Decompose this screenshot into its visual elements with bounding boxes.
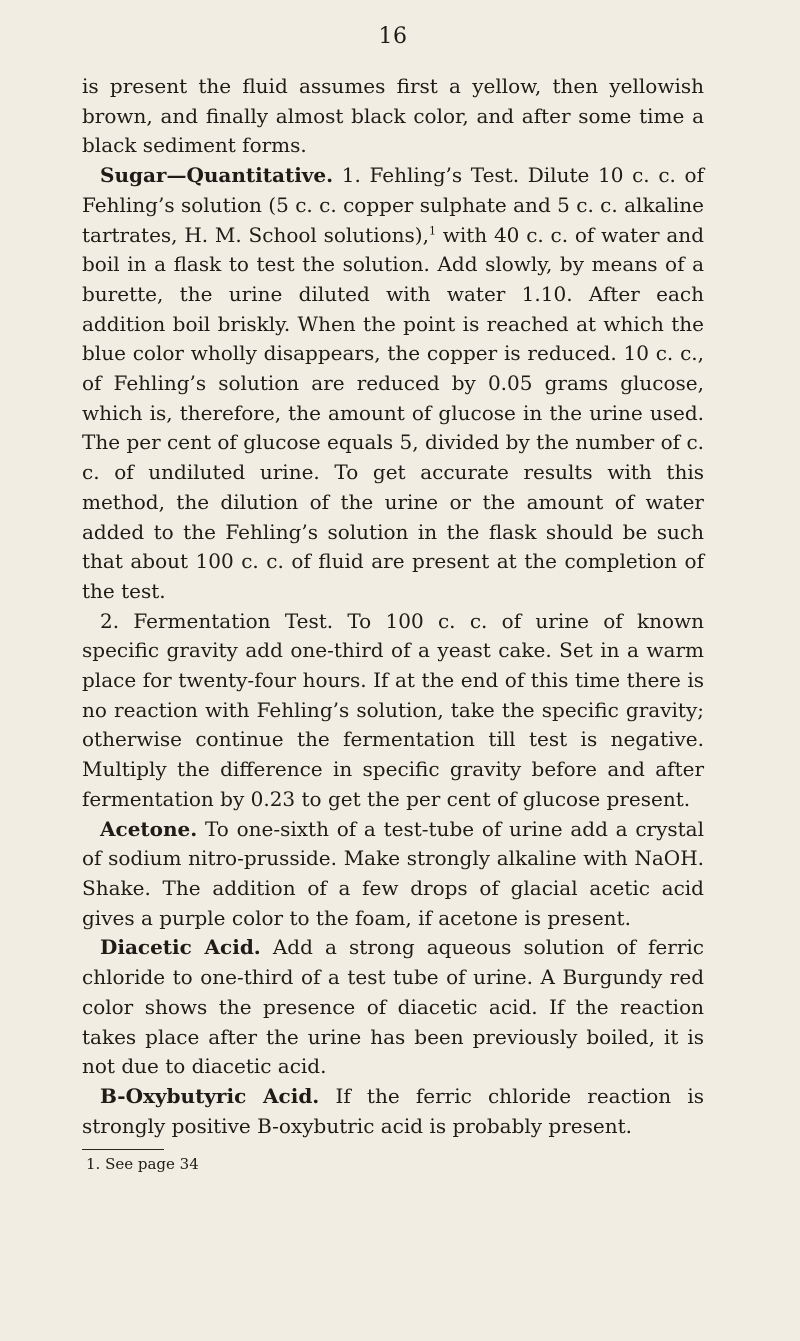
paragraph-continuation: is present the fluid assumes first a yellow, then yellowish brown, and finally almost black color, and after some time a black sediment forms. — [82, 74, 704, 158]
paragraph-diacetic-acid — [82, 933, 704, 1082]
paragraph-text: 1. Fehling’s Test. Dilute 10 c. c. of Fehling’s solution (5 c. c. copper sulphate and 5 c. c. alkaline tartrates, H. M. School solutions), — [82, 163, 704, 247]
paragraph-b-oxybutyric-acid — [82, 1082, 704, 1141]
paragraph-acetone — [82, 815, 704, 934]
footnote-reference: 1 — [428, 223, 436, 237]
heading-sugar-quantitative: Sugar—Quantitative. — [100, 163, 334, 188]
paragraph-text: Add a strong aqueous solution of ferric chloride to one-third of a test tube of urine. A Burgundy red color shows the presence of diacetic acid. If the reaction takes place after the urine has been previously boiled, it is not due to diacetic acid. — [82, 935, 704, 1079]
paragraph-text: with 40 c. c. of water and boil in a flask to test the solution. Add slowly, by means of a burette, the urine diluted with water 1.10. After each addition boil briskly. When the point is reached at which the blue color wholly disappears, the copper is reduced. 10 c. c., of Fehling’s solution are reduced by 0.05 grams glucose, which is, therefore, the amount of glucose in the urine used. The per cent of glucose equals 5, divided by the number of c. c. of undiluted urine. To get accurate results with this method, the dilution of the urine or the amount of water added to the Fehling’s solution in the flask should be such that about 100 c. c. of fluid are present at the completion of the test. — [82, 222, 704, 603]
paragraph-sugar-quantitative — [82, 161, 704, 607]
page-body — [82, 72, 704, 1141]
footnote: 1. See page 34 — [86, 1155, 199, 1174]
footnote-divider — [82, 1149, 164, 1150]
paragraph-text: To one-sixth of a test-tube of urine add a crystal of sodium nitro-prusside. Make strongly alkaline with NaOH. Shake. The addition of a few drops of glacial acetic acid gives a purple color to the foam, if acetone is present. — [82, 816, 704, 930]
heading-acetone: Acetone. — [100, 816, 198, 841]
paragraph-fermentation-test: 2. Fermentation Test. To 100 c. c. of urine of known specific gravity add one-third of a yeast cake. Set in a warm place for twenty-four hours. If at the end of this time there is no reaction with Fehling’s solution, take the specific gravity; otherwise continue the fermentation till test is negative. Multiply the difference in specific gravity before and after fermentation by 0.23 to get the per cent of glucose present. — [82, 608, 704, 811]
page-number: 16 — [378, 24, 408, 49]
heading-b-oxybutyric-acid: B-Oxybutyric Acid. — [100, 1083, 320, 1108]
heading-diacetic-acid: Diacetic Acid. — [100, 935, 261, 960]
paragraph-text: If the ferric chloride reaction is strongly positive B-oxybutric acid is probably present. — [82, 1083, 704, 1138]
